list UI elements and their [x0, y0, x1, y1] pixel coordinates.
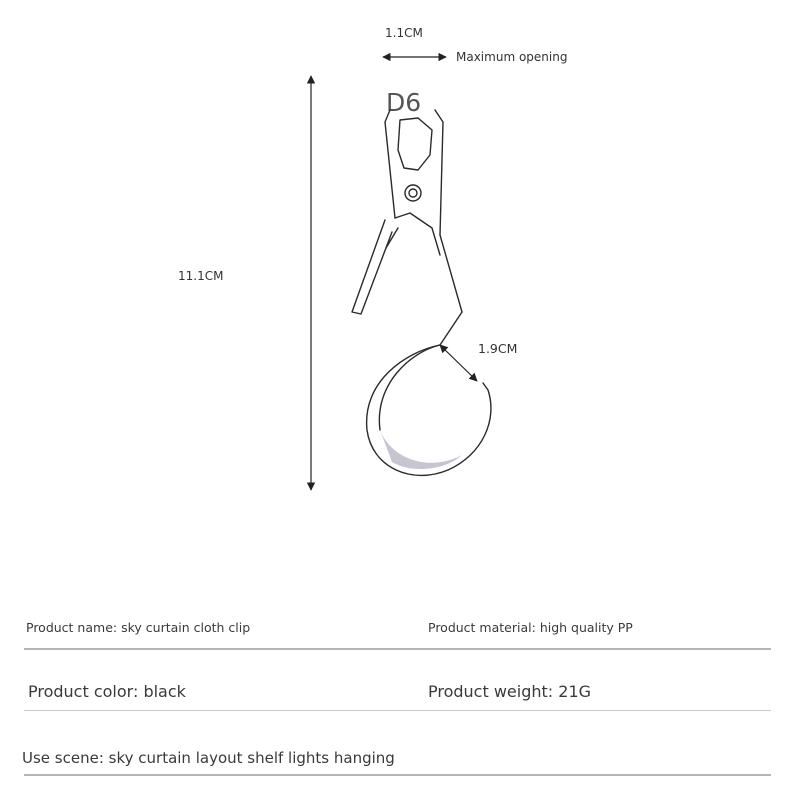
hook-shadow	[380, 430, 462, 469]
spec-use-scene-label: Use scene:	[22, 749, 104, 767]
spec-product-material	[428, 620, 633, 635]
clip-outline	[352, 110, 491, 475]
spec-product-material-value: high quality PP	[539, 620, 633, 635]
spec-product-name-value: sky curtain cloth clip	[121, 620, 251, 635]
model-label: D6	[386, 88, 422, 117]
spec-product-color-label: Product color:	[28, 682, 139, 701]
spec-use-scene-value: sky curtain layout shelf lights hanging	[108, 749, 395, 767]
spec-product-material-label: Product material:	[428, 620, 536, 635]
opening-width-label: 1.1CM	[385, 26, 423, 40]
divider-2	[24, 710, 771, 711]
spec-product-weight-value: 21G	[558, 682, 592, 701]
spec-use-scene	[22, 749, 395, 767]
height-label: 11.1CM	[178, 269, 224, 283]
spec-product-weight-label: Product weight:	[428, 682, 554, 701]
spec-product-name-label: Product name:	[26, 620, 118, 635]
divider-1	[24, 648, 771, 650]
opening-caption: Maximum opening	[456, 50, 568, 64]
spec-product-color-value: black	[143, 682, 186, 701]
spec-product-name	[26, 620, 250, 635]
hook-arrow	[440, 345, 477, 381]
spec-product-color	[28, 682, 186, 701]
hook-label: 1.9CM	[478, 341, 518, 356]
divider-3	[24, 774, 771, 776]
spec-product-weight	[428, 682, 591, 701]
